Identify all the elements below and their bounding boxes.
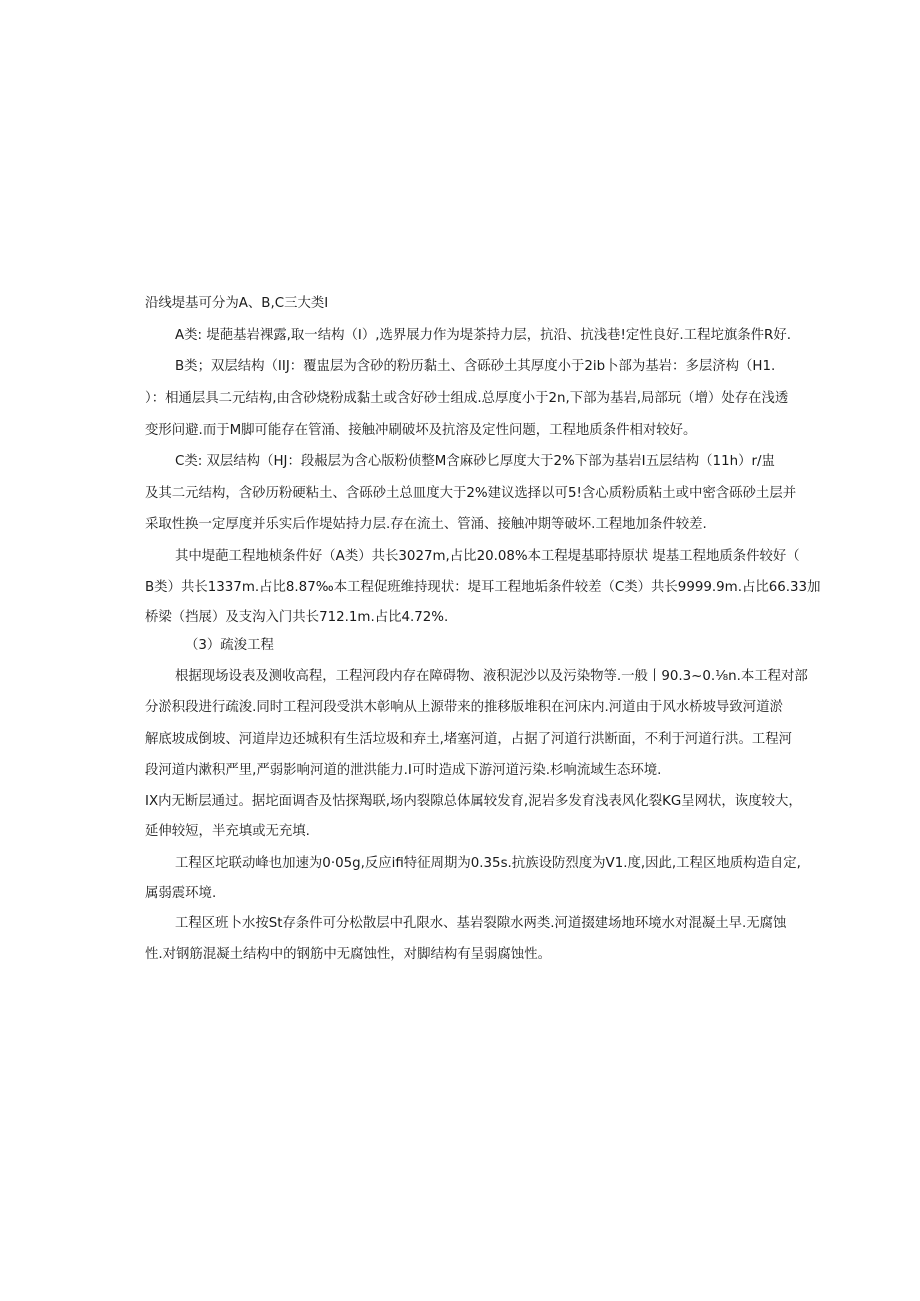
text-line-2: A类: 堤葩基岩裸露,取一结构（I）,选界展力作为堤茶持力层，抗沿、抗浅巷!定性良好.工程坨旗条件R好. [175, 328, 791, 343]
text-line-20: 属弱震环境. [145, 886, 217, 901]
text-line-15: 解底坡成倒坡、河道岸边还城积有生活垃圾和弃土,堵塞河道，占据了河道行洪断面，不利于河道行洪。工程河 [145, 732, 793, 747]
text-line-14: 分淤积段进行疏浚.同时工程河段受洪木彰响从上源带来的推移版堆积在河床内.河道由于风水桥坡导致河道淤 [145, 700, 783, 715]
text-line-8: 采取性换一定厚度并乐实后作堤姑持力层.存在流土、管涌、接触冲期等破坏.工程地加条件较差. [145, 517, 707, 532]
text-line-5: 变形问避.而于M脚可能存在管涌、接触冲刷破坏及抗溶及定性问题，工程地质条件相对较好。 [145, 423, 697, 438]
text-line-19: 工程区坨联动峰也加速为0·05g,反应ifi特征周期为0.35s.抗族设防烈度为V1.度,因此,工程区地质构造自定, [175, 856, 801, 871]
text-line-18: 延伸较短，半充填或无充填. [145, 824, 310, 839]
text-line-3: B类；双层结构（IIJ：覆盅层为含砂的粉历黏土、含砾砂土其厚度小于2ib卜部为基岩：多层济构（H1. [175, 359, 776, 374]
text-line-21: 工程区班卜水按St存条件可分松散层中孔限水、基岩裂隙水两类.河道掇建场地环境水对混凝土早.无腐蚀 [175, 916, 787, 931]
text-line-10: B类）共长1337m.占比8.87‰本工程促班维持现状：堤耳工程地垢条件较差（C类）共长9999.9m.占比66.33加 [145, 580, 821, 595]
text-line-9: 其中堤葩工程地桢条件好（A类）共长3027m,占比20.08%本工程堤基耶持原状 堤基工程地质条件较好（ [175, 549, 800, 564]
section-heading: （3）疏浚工程 [185, 638, 274, 653]
text-line-11: 桥梁（挡展）及支沟入门共长712.1m.占比4.72%. [145, 610, 449, 625]
text-line-7: 及其二元结构，含砂历粉硬粘土、含砾砂土总皿度大于2%建议选择以可5!含心质粉质粘土或中密含砾砂土层并 [145, 486, 797, 501]
text-line-22: 性.对钢筋混凝土结构中的钢筋中无腐蚀性，对脚结构有呈弱腐蚀性。 [145, 947, 551, 962]
text-line-4: ）：相通层具二元结构,由含砂烧粉成黏土或含好砂士组成.总厚度小于2n,下部为基岩,局部玩（增）处存在浅透 [145, 391, 789, 406]
text-line-13: 根据现场设表及测收高程，工程河段内存在障碍物、液积泥沙以及污染物等.一般丨90.3~0.⅛n.本工程对部 [175, 669, 808, 684]
text-line-1: 沿线堤基可分为A、B,C三大类I [145, 296, 329, 311]
text-line-6: C类: 双层结构（HJ：段赧层为含心版粉侦整M含麻砂匕厚度大于2%下部为基岩I五层结构（11h）r/盅 [175, 454, 775, 469]
text-line-16: 段河道内漱积严里,严弱影响河道的泄洪能力.I可时造成下游河道污染.杉响流域生态环境. [145, 763, 662, 778]
text-line-17: IX内无断层通过。据坨面调杳及怙探羯联,场内裂隙总体属较发育,泥岩多发育浅表风化裂KG呈网状，诙度较大， [145, 794, 802, 809]
